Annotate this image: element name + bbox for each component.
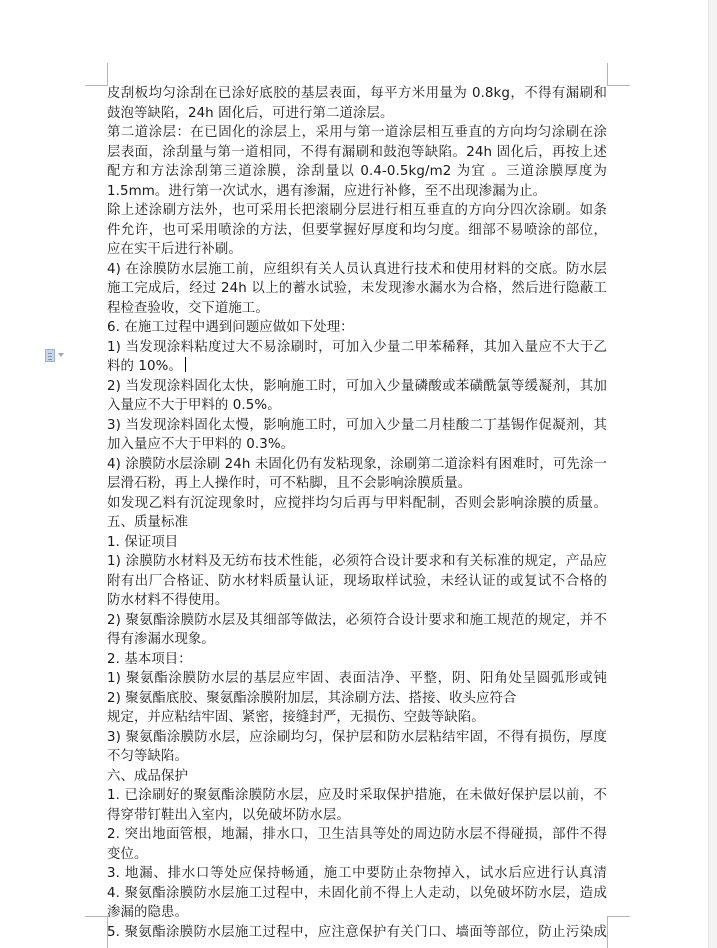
text-line: 得穿带钉鞋出入室内，以免破坏防水层。: [107, 807, 350, 823]
text-line: 变位。: [107, 846, 148, 862]
crop-mark-top-left: [85, 63, 108, 86]
text-line: 皮刮板均匀涂刮在已涂好底胶的基层表面，每平方米用量为 0.8kg，不得有漏刷和: [107, 86, 607, 101]
text-line: 加入量应不大于甲料的 0.3%。: [107, 437, 295, 452]
text-line-content: 料的 10%。: [107, 359, 182, 374]
paragraph-options-button[interactable]: [45, 348, 75, 362]
text-line: 如发现乙料有沉淀现象时，应搅拌均匀后再与甲料配制，否则会影响涂膜的质量。: [107, 495, 607, 511]
text-line: 应在实干后进行补刷。: [107, 242, 242, 257]
chevron-down-icon: [58, 353, 64, 357]
crop-mark-top-right: [607, 63, 630, 86]
text-line: 件允许，也可采用喷涂的方法，但要掌握好厚度和均匀度。细部不易喷涂的部位，: [107, 222, 607, 238]
subsection-heading: 1. 保证项目: [107, 534, 179, 550]
text-line: 第二道涂层：在已固化的涂层上，采用与第一道涂层相互垂直的方向均匀涂刷在涂: [107, 125, 607, 140]
section-heading: 六、成品保护: [107, 768, 188, 784]
text-line: 2) 当发现涂料固化太快，影响施工时，可加入少量磷酸或苯磺酰氯等缓凝剂，其加: [107, 378, 607, 394]
text-line: 层滑石粉，再上人操作时，可不粘脚，且不会影响涂膜质量。: [107, 476, 472, 491]
text-line: 2) 聚氨酯底胶、聚氨酯涂膜附加层，其涂刷方法、搭接、收头应符合: [107, 690, 517, 706]
text-line: 施工完成后，经过 24h 以上的蓄水试验，未发现渗水漏水为合格，然后进行隐蔽工: [107, 281, 607, 296]
crop-mark-bottom-left: [85, 916, 108, 948]
text-line: 1. 已涂刷好的聚氨酯涂膜防水层，应及时采取保护措施，在未做好保护层以前，不: [107, 788, 607, 803]
text-line: 层表面，涂刮量与第一道相同，不得有漏刷和鼓泡等缺陷。24h 固化后，再按上述: [107, 144, 607, 160]
text-line: 1) 聚氨酯涂膜防水层的基层应牢固、表面洁净、平整，阴、阳角处呈圆弧形或钝: [107, 671, 607, 686]
vertical-scrollbar[interactable]: [708, 0, 717, 948]
subsection-heading: 2. 基本项目：: [107, 651, 192, 667]
text-line: 不匀等缺陷。: [107, 749, 188, 764]
text-line: 1.5mm。进行第一次试水，遇有渗漏，应进行补修，至不出现渗漏为止。: [107, 183, 547, 199]
section-heading: 五、质量标准: [107, 515, 188, 530]
text-line-with-cursor: [107, 357, 607, 377]
text-line: 4) 涂膜防水层涂刷 24h 未固化仍有发粘现象，涂刷第二道涂料有困难时，可先涂一: [107, 456, 607, 472]
text-line: 附有出厂合格证、防水材料质量认证，现场取样试验，未经认证的或复试不合格的: [107, 573, 607, 589]
text-line: 3) 当发现涂料固化太慢，影响施工时，可加入少量二月桂酸二丁基锡作促凝剂，其: [107, 417, 607, 433]
text-cursor: [185, 357, 187, 372]
text-line: 规定，并应粘结牢固、紧密，接缝封严，无损伤、空鼓等缺陷。: [107, 710, 485, 725]
text-line: 4) 在涂膜防水层施工前，应组织有关人员认真进行技术和使用材料的交底。防水层: [107, 261, 607, 277]
text-line: 6. 在施工过程中遇到问题应做如下处理：: [107, 320, 354, 335]
text-line: 入量应不大于甲料的 0.5%。: [107, 398, 281, 413]
text-line: 得有渗漏水现象。: [107, 632, 215, 647]
document-body[interactable]: [107, 84, 607, 942]
text-line: 防水材料不得使用。: [107, 593, 229, 608]
text-line: 2) 聚氨酯涂膜防水层及其细部等做法，必须符合设计要求和施工规范的规定，并不: [107, 612, 607, 628]
text-line: 3. 地漏、排水口等处应保持畅通，施工中要防止杂物掉入，试水后应进行认真清: [107, 866, 607, 881]
text-line: 鼓泡等缺陷，24h 固化后，可进行第二道涂层。: [107, 105, 394, 121]
text-line: 2. 突出地面管根，地漏，排水口，卫生洁具等处的周边防水层不得碰损，部件不得: [107, 827, 607, 842]
crop-mark-bottom-right: [607, 916, 630, 948]
text-line: 1) 当发现涂料粘度过大不易涂刷时，可加入少量二甲苯稀释，其加入量应不大于乙: [107, 339, 607, 355]
text-line: 5. 聚氨酯涂膜防水层施工过程中，应注意保护有关门口、墙面等部位，防止污染成: [107, 924, 607, 940]
text-line: 4. 聚氨酯涂膜防水层施工过程中，未固化前不得上人走动，以免破坏防水层，造成: [107, 885, 607, 901]
text-line: 1) 涂膜防水材料及无纺布技术性能，必须符合设计要求和有关标准的规定，产品应: [107, 554, 607, 569]
text-line: 渗漏的隐患。: [107, 905, 188, 920]
text-line: 3) 聚氨酯涂膜防水层，应涂刷均匀，保护层和防水层粘结牢固，不得有损伤，厚度: [107, 729, 607, 745]
text-line: 除上述涂刷方法外，也可采用长把滚刷分层进行相互垂直的方向分四次涂刷。如条: [107, 203, 607, 218]
text-line: 程检查验收，交下道施工。: [107, 300, 269, 316]
text-line: 配方和方法涂刮第三道涂膜，涂刮量以 0.4-0.5kg/m2 为宜 。三道涂膜厚度为: [107, 164, 607, 179]
document-note-icon: [45, 349, 55, 362]
